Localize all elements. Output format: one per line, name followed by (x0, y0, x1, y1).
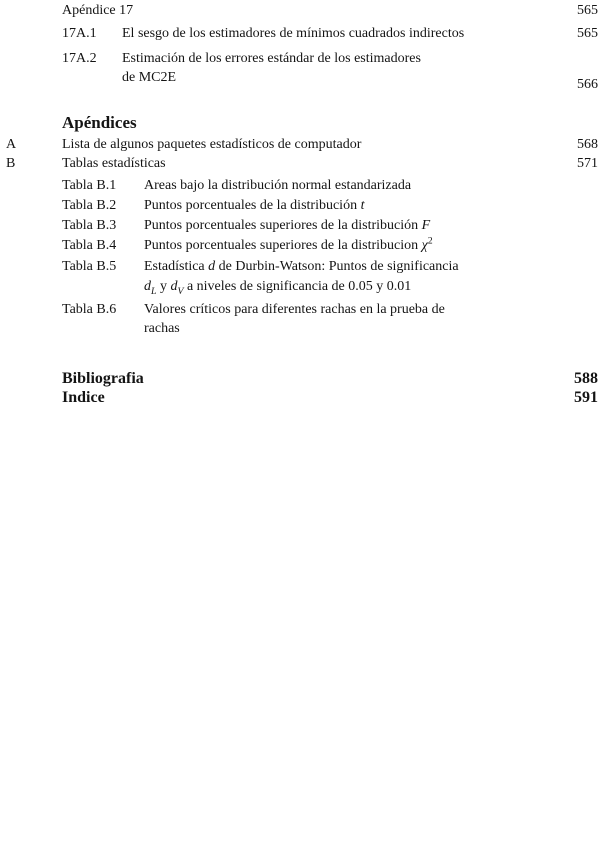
appendix-17-page: 565 (577, 3, 598, 18)
toc-entry-17a1-page: 565 (577, 26, 598, 41)
toc-entry-17a2-line2: de MC2E (122, 70, 177, 85)
table-b3 (62, 217, 431, 235)
appendix-a-letter: A (6, 137, 17, 152)
table-code: Tabla B.5 (62, 259, 117, 274)
table-b1 (62, 177, 412, 195)
toc-entry-17a2 (62, 50, 421, 68)
table-code: Tabla B.2 (62, 198, 117, 213)
appendix-b-page: 571 (577, 156, 598, 171)
appendix-17-title: Apéndice 17 (62, 3, 134, 18)
appendix-b-title: Tablas estadísticas (62, 156, 166, 171)
table-title-line1: Estadística d de Durbin-Watson: Puntos de significancia (144, 259, 459, 274)
table-title: Puntos porcentuales superiores de la distribucion $\chi^2$ (144, 235, 433, 253)
table-b2 (62, 197, 365, 215)
indice-page: 591 (574, 389, 598, 406)
variable-chi: χ (421, 238, 428, 253)
entry-title-line1: Estimación de los errores estándar de los estimadores (122, 51, 421, 66)
table-b6-line2: rachas (144, 321, 180, 336)
table-code: Tabla B.1 (62, 178, 117, 193)
entry-code: 17A.2 (62, 51, 97, 66)
indice-title: Indice (62, 389, 105, 406)
appendix-a-page: 568 (577, 137, 598, 152)
table-b4 (62, 235, 433, 255)
table-title: Areas bajo la distribución normal estandarizada (144, 178, 412, 193)
appendix-b-letter: B (6, 156, 16, 171)
table-code: Tabla B.3 (62, 218, 117, 233)
appendix-a-title: Lista de algunos paquetes estadísticos de computador (62, 137, 362, 152)
table-title-line1: Valores críticos para diferentes rachas en la prueba de (144, 302, 445, 317)
table-b5-line2: $d_L$ y $d_V$ a niveles de significancia de 0.05 y 0.01 (144, 279, 412, 297)
apendices-heading: Apéndices (62, 113, 137, 132)
table-b5 (62, 258, 459, 276)
variable-t: t (360, 198, 365, 213)
table-code: Tabla B.6 (62, 302, 117, 317)
variable-f: F (421, 218, 431, 233)
toc-entry-17a2-page: 566 (577, 77, 598, 92)
toc-entry-17a1 (62, 25, 465, 43)
table-title: Puntos porcentuales de la distribución t (144, 198, 365, 213)
table-title: Puntos porcentuales superiores de la distribución F (144, 218, 431, 233)
bibliografia-page: 588 (574, 370, 598, 387)
superscript: 2 (427, 235, 433, 247)
table-b6 (62, 301, 445, 319)
table-code: Tabla B.4 (62, 238, 117, 253)
entry-code: 17A.1 (62, 26, 97, 41)
entry-title: El sesgo de los estimadores de mínimos cuadrados indirectos (122, 26, 465, 41)
bibliografia-title: Bibliografia (62, 370, 144, 387)
